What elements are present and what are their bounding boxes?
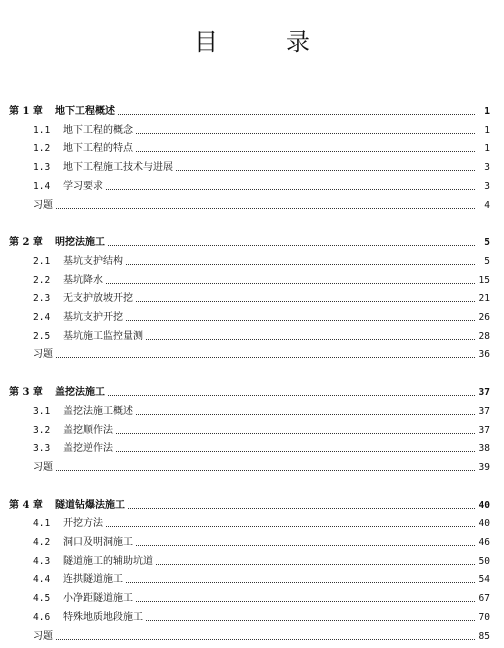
toc-section — [33, 292, 490, 306]
toc-section — [33, 592, 490, 606]
toc-page-number: 37 — [478, 424, 490, 436]
toc-label: 明挖法施工 — [55, 237, 105, 249]
toc-page-number: 3 — [484, 162, 490, 174]
dot-leader — [136, 544, 475, 546]
toc-number: 4.2 — [33, 537, 51, 548]
toc-section — [33, 424, 490, 438]
toc-page-number: 40 — [478, 518, 490, 530]
toc-label: 特殊地质地段施工 — [63, 611, 143, 623]
toc-number: 3.3 — [33, 443, 51, 455]
toc-number: 4.4 — [33, 574, 51, 586]
dot-leader — [116, 450, 475, 452]
dot-leader — [106, 525, 475, 527]
toc-label: 地下工程的特点 — [63, 143, 133, 155]
toc-page-number: 37 — [478, 405, 490, 417]
dot-leader — [108, 244, 475, 246]
toc-page-number: 54 — [478, 574, 490, 586]
toc-page-number: 4 — [484, 199, 490, 211]
dot-leader — [146, 619, 475, 621]
toc-section — [33, 180, 490, 194]
toc-number: 1.2 — [33, 143, 51, 155]
toc-number: 第 2 章 — [9, 237, 43, 249]
toc-page-number: 36 — [478, 349, 490, 361]
toc-label: 无支护放坡开挖 — [63, 293, 133, 305]
toc-section — [33, 124, 490, 138]
toc-number: 3.2 — [33, 424, 51, 436]
toc-number: 1.4 — [33, 180, 51, 192]
toc-number: 2.2 — [33, 274, 51, 286]
toc-chapter — [9, 105, 490, 119]
toc-page-number: 39 — [478, 461, 490, 473]
dot-leader — [136, 150, 475, 152]
dot-leader — [116, 432, 475, 434]
toc-exercise — [33, 461, 490, 475]
toc-section — [33, 517, 490, 531]
toc-number: 2.5 — [33, 330, 51, 342]
toc-section — [33, 161, 490, 175]
toc-number: 4.6 — [33, 611, 51, 623]
toc-label: 地下工程的概念 — [63, 124, 133, 136]
toc-label: 基坑施工监控量测 — [63, 330, 143, 342]
page-title: 目 录 — [194, 28, 332, 56]
toc-page-number: 38 — [478, 443, 490, 455]
dot-leader — [156, 563, 475, 565]
toc-chapter — [9, 499, 490, 513]
toc-number: 2.4 — [33, 312, 51, 323]
toc-label: 习题 — [33, 199, 53, 211]
toc-page-number: 3 — [484, 180, 490, 192]
toc-page-number: 5 — [484, 255, 490, 267]
toc-page-number: 1 — [484, 106, 490, 117]
dot-leader — [106, 188, 475, 190]
dot-leader — [106, 282, 475, 284]
toc-number: 第 4 章 — [9, 499, 43, 511]
toc-section — [33, 536, 490, 550]
toc-label: 习题 — [33, 349, 53, 361]
dot-leader — [56, 469, 475, 471]
toc-section — [33, 573, 490, 587]
toc-chapter — [9, 386, 490, 400]
toc-number: 4.1 — [33, 518, 51, 530]
toc-section — [33, 311, 490, 325]
dot-leader — [56, 207, 475, 209]
toc-label: 地下工程施工技术与进展 — [63, 162, 173, 174]
toc-page-number: 26 — [478, 312, 490, 323]
toc-section — [33, 611, 490, 625]
toc-section — [33, 555, 490, 569]
toc-number: 3.1 — [33, 405, 51, 417]
toc-exercise — [33, 348, 490, 362]
dot-leader — [128, 507, 475, 509]
toc-page-number: 5 — [484, 237, 490, 249]
toc-label: 基坑支护开挖 — [63, 312, 123, 323]
toc-section — [33, 330, 490, 344]
toc-number: 4.3 — [33, 555, 51, 567]
toc-number: 4.5 — [33, 593, 51, 605]
dot-leader — [136, 132, 475, 134]
toc-page-number: 28 — [478, 330, 490, 342]
toc-exercise — [33, 630, 490, 644]
toc-page-number: 40 — [478, 499, 490, 511]
toc-page-number: 1 — [484, 143, 490, 155]
toc-page-number: 50 — [478, 555, 490, 567]
dot-leader — [176, 169, 475, 171]
toc-page-number: 70 — [478, 611, 490, 623]
toc-number: 1.1 — [33, 124, 51, 136]
dot-leader — [108, 394, 475, 396]
toc-label: 基坑降水 — [63, 274, 103, 286]
toc-label: 小净距隧道施工 — [63, 593, 133, 605]
toc-label: 盖挖顺作法 — [63, 424, 113, 436]
toc-page-number: 15 — [478, 274, 490, 286]
toc-label: 基坑支护结构 — [63, 255, 123, 267]
toc-label: 学习要求 — [63, 180, 103, 192]
toc-page-number: 37 — [478, 387, 490, 399]
toc-section — [33, 274, 490, 288]
toc-number: 第 3 章 — [9, 387, 43, 399]
toc-number: 2.1 — [33, 255, 51, 267]
dot-leader — [118, 113, 475, 115]
toc-section — [33, 255, 490, 269]
toc-section — [33, 405, 490, 419]
toc-exercise — [33, 199, 490, 213]
toc-label: 盖挖法施工 — [55, 387, 105, 399]
toc-page-number: 21 — [478, 293, 490, 305]
toc-section — [33, 442, 490, 456]
toc-label: 洞口及明洞施工 — [63, 537, 133, 548]
toc-number: 1.3 — [33, 162, 51, 174]
toc-page-number: 1 — [484, 124, 490, 136]
dot-leader — [56, 638, 475, 640]
toc-chapter — [9, 236, 490, 250]
toc-label: 习题 — [33, 630, 53, 642]
toc-number: 第 1 章 — [9, 106, 43, 117]
toc-label: 隧道钻爆法施工 — [55, 499, 125, 511]
toc-number: 2.3 — [33, 293, 51, 305]
toc-label: 连拱隧道施工 — [63, 574, 123, 586]
toc-page-number: 85 — [478, 630, 490, 642]
dot-leader — [56, 356, 475, 358]
toc-section — [33, 142, 490, 156]
toc-label: 开挖方法 — [63, 518, 103, 530]
dot-leader — [136, 413, 475, 415]
dot-leader — [126, 319, 475, 321]
toc-page-number: 46 — [478, 537, 490, 548]
dot-leader — [136, 600, 475, 602]
dot-leader — [126, 263, 475, 265]
toc-label: 地下工程概述 — [55, 106, 115, 117]
toc-label: 隧道施工的辅助坑道 — [63, 555, 153, 567]
dot-leader — [146, 338, 475, 340]
toc-label: 盖挖逆作法 — [63, 443, 113, 455]
dot-leader — [136, 300, 475, 302]
dot-leader — [126, 581, 475, 583]
toc-page-number: 67 — [478, 593, 490, 605]
toc-label: 盖挖法施工概述 — [63, 405, 133, 417]
toc-label: 习题 — [33, 461, 53, 473]
